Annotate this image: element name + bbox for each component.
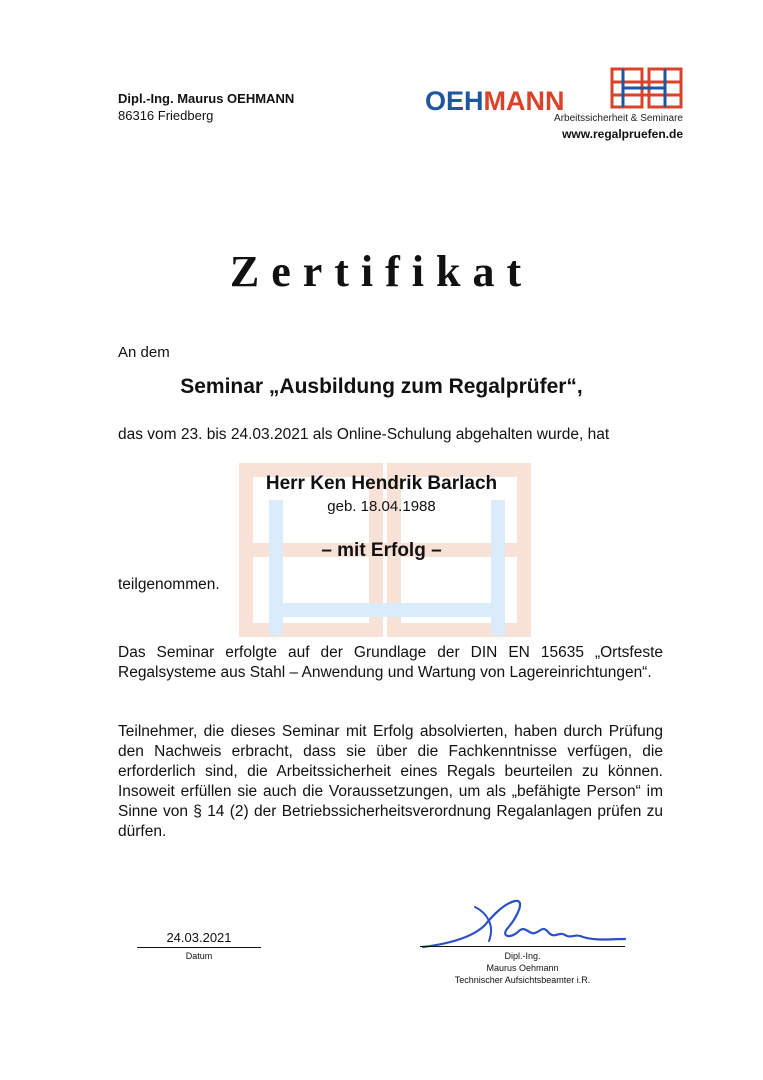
issue-date: 24.03.2021 xyxy=(137,930,261,948)
participant-name: Herr Ken Hendrik Barlach xyxy=(265,473,498,494)
signer-block xyxy=(420,950,625,986)
intro-text: An dem xyxy=(118,344,170,361)
sender-address xyxy=(118,90,294,124)
signer-role: Technischer Aufsichtsbeamter i.R. xyxy=(454,975,591,985)
sender-city: 86316 Friedberg xyxy=(118,108,214,123)
certificate-title: Zertifikat xyxy=(229,247,534,296)
signer-name: Maurus Oehmann xyxy=(486,963,559,973)
sender-name: Dipl.-Ing. Maurus OEHMANN xyxy=(118,91,295,106)
seminar-title: Seminar „Ausbildung zum Regalprüfer“, xyxy=(180,375,583,398)
participant-birthdate: geb. 18.04.1988 xyxy=(327,498,436,515)
logo-tagline: Arbeitssicherheit & Seminare xyxy=(554,113,683,124)
seminar-dates-text: das vom 23. bis 24.03.2021 als Online-Schulung abgehalten wurde, hat xyxy=(118,426,610,443)
date-label: Datum xyxy=(185,951,213,961)
took-part-text: teilgenommen. xyxy=(118,576,220,593)
company-logo xyxy=(425,66,685,146)
logo-wordmark: OEHMANN xyxy=(425,86,565,116)
qualification-paragraph: Teilnehmer, die dieses Seminar mit Erfolg absolvierten, haben durch Prüfung den Nachweis erbracht, dass sie über die Fachkenntnisse verfügen, die erforderlich sind, die Arbeitssicherheit eines Regals beurteilen zu können. Insoweit erfüllen sie auch die Voraussetzungen, um als „befähigte Person“ im Sinne von § 14 (2) der Betriebssicherheitsverordnung Regalanlagen prüfen zu dürfen. xyxy=(118,723,663,840)
signer-degree: Dipl.-Ing. xyxy=(504,951,541,961)
logo-url: www.regalpruefen.de xyxy=(562,127,683,141)
result-text: – mit Erfolg – xyxy=(321,540,442,561)
basis-paragraph: Das Seminar erfolgte auf der Grundlage der DIN EN 15635 „Ortsfeste Regalsysteme aus Stahl – Anwendung und Wartung von Lagereinrichtungen“. xyxy=(118,644,663,681)
shelf-rack-icon xyxy=(609,66,685,110)
signature-line xyxy=(420,946,625,947)
